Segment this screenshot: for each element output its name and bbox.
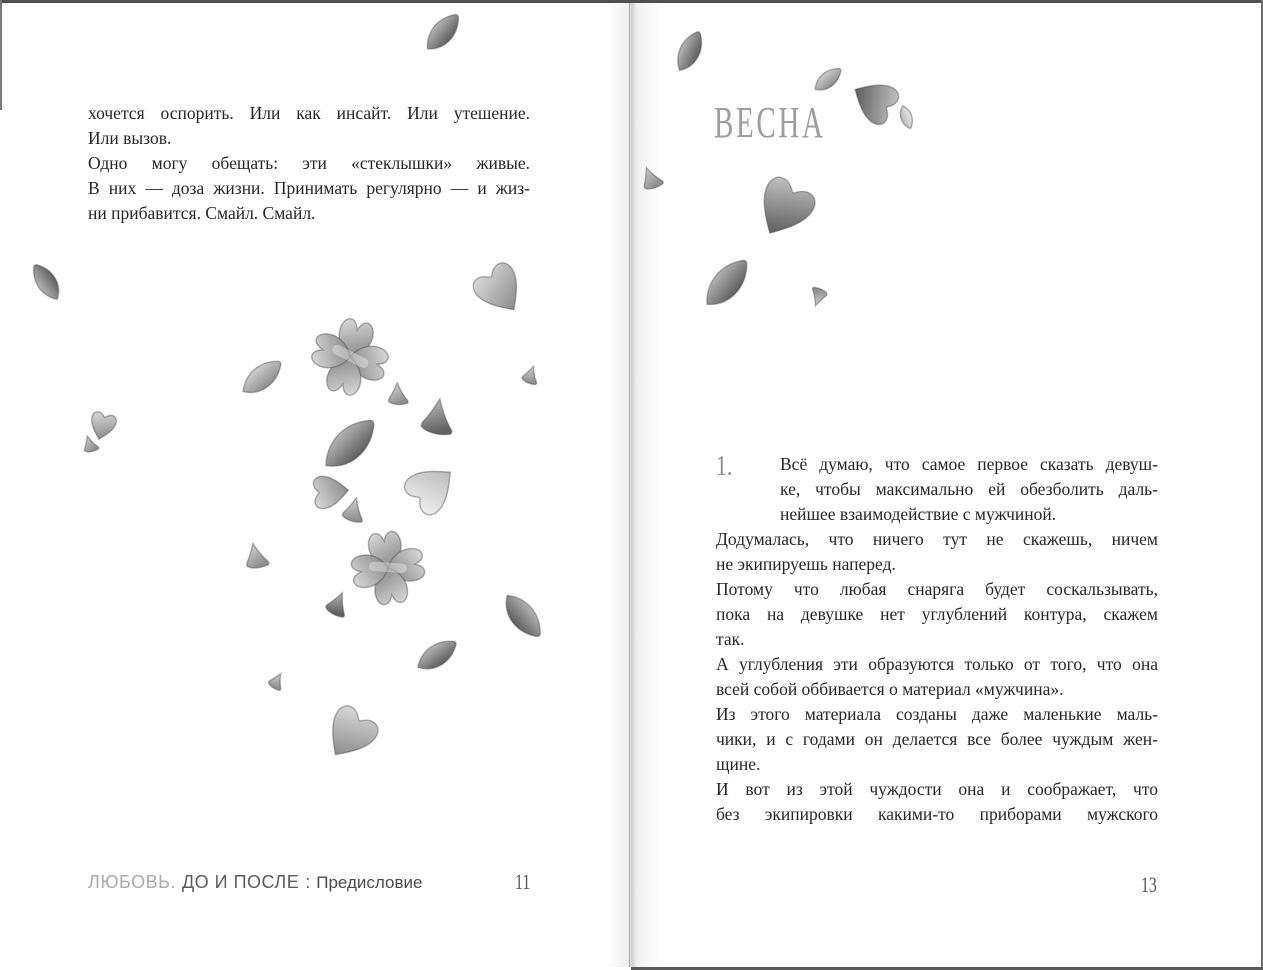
text-line: Из этого материала созданы даже маленькие маль- [716, 704, 1158, 724]
text-line: всей собой оббивается о материал «мужчина». [716, 679, 1064, 699]
heart-petal-icon [845, 72, 902, 128]
text-line: Или вызов. [88, 128, 172, 148]
oval-petal-icon [236, 356, 288, 399]
triangle-petal-icon [638, 164, 664, 191]
triangle-petal-icon [81, 434, 99, 453]
oval-petal-icon [810, 65, 845, 94]
page-number-left: 11 [515, 869, 531, 894]
text-line: чики, и с годами он делается все более чуждым жен- [716, 729, 1158, 749]
lilac-flower-icon [305, 312, 396, 403]
scan-edge-top [0, 0, 1263, 3]
triangle-petal-icon [420, 397, 457, 437]
book-title: ЛЮБОВЬ. [88, 872, 176, 892]
text-line: хочется оспорить. Или как инсайт. Или утешение. [88, 103, 530, 123]
heart-petal-icon [317, 702, 382, 768]
oval-petal-icon [29, 260, 63, 305]
triangle-petal-icon [243, 541, 269, 569]
oval-petal-icon [419, 10, 467, 55]
text-line: ни прибавится. Смайл. Смайл. [88, 203, 316, 223]
text-line: пока на девушке нет углублений контура, скажем [716, 604, 1158, 624]
oval-petal-icon [696, 254, 757, 312]
heart-petal-icon [401, 455, 465, 518]
running-footer [88, 872, 422, 893]
triangle-petal-icon [324, 589, 353, 619]
oval-petal-icon [412, 636, 461, 674]
text-line: И вот из этой чуждости она и соображает, что [716, 779, 1158, 799]
triangle-petal-icon [341, 496, 367, 524]
left-page-paragraph [88, 101, 530, 226]
triangle-petal-icon [389, 383, 408, 405]
text-line: А углубления эти образуются только от того, что она [716, 654, 1158, 674]
text-line: Одно могу обещать: эти «стеклышки» живые. [88, 153, 530, 173]
oval-petal-icon [315, 413, 385, 474]
text-line: без экипировки какими-то приборами мужского [716, 804, 1158, 824]
heart-petal-icon [87, 411, 118, 443]
section-number: 1. [716, 451, 733, 482]
text-line: Потому что любая снаряга будет соскальзывать, [716, 579, 1158, 599]
text-line: нейшее взаимодействие с мужчиной. [780, 504, 1057, 524]
book-part-title: ДО И ПОСЛЕ [181, 872, 300, 892]
oval-petal-icon [669, 28, 710, 74]
text-line: Додумалась, что ничего тут не скажешь, ничем [716, 529, 1158, 549]
oval-petal-icon [899, 105, 914, 130]
heart-petal-icon [469, 259, 531, 322]
oval-petal-icon [499, 588, 545, 644]
triangle-petal-icon [267, 670, 287, 691]
heart-petal-icon [313, 474, 350, 509]
chapter-heading: ВЕСНА [714, 98, 826, 147]
heart-petal-icon [748, 173, 820, 246]
triangle-petal-icon [521, 364, 542, 386]
text-line: ке, чтобы максимально ей обезболить даль- [780, 479, 1158, 499]
scan-edge-left [0, 0, 2, 110]
text-line: щине. [716, 754, 761, 774]
text-line: В них — доза жизни. Принимать регулярно — и жиз- [88, 178, 530, 198]
lilac-flower-icon [348, 528, 429, 609]
text-line: Всё думаю, что самое первое сказать девуш- [780, 454, 1158, 474]
right-page-paragraphs [716, 452, 1158, 827]
chapter-name: Предисловие [316, 873, 423, 892]
page-gutter-line [629, 3, 630, 967]
text-line: не экипируешь наперед. [716, 554, 896, 574]
triangle-petal-icon [807, 286, 828, 308]
footer-separator: : [305, 872, 311, 892]
page-number-right: 13 [1141, 872, 1157, 897]
text-line: так. [716, 629, 745, 649]
